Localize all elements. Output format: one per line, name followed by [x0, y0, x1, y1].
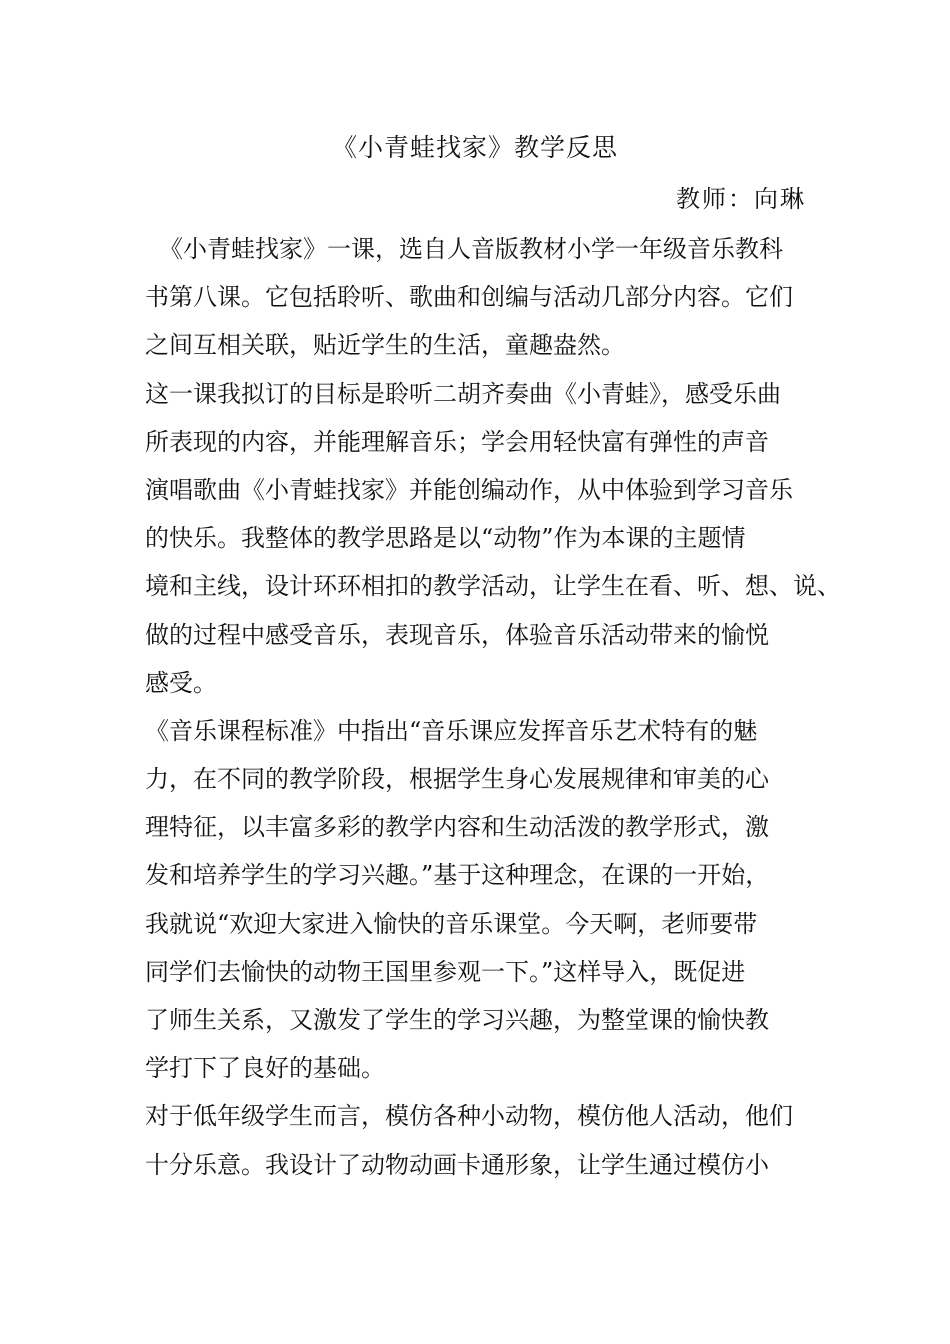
text-line: 《小青蛙找家》一课，选自人音版教材小学一年级音乐教科: [159, 235, 783, 263]
text-line: 《音乐课程标准》中指出“音乐课应发挥音乐艺术特有的魅: [145, 716, 758, 745]
text-line: 书第八课。它包括聆听、歌曲和创编与活动几部分内容。它们: [145, 283, 793, 312]
text-line: 的快乐。我整体的教学思路是以“动物”作为本课的主题情: [145, 524, 746, 553]
text-line: 发和培养学生的学习兴趣。”基于这种理念，在课的一开始，: [145, 861, 770, 890]
text-line: 学打下了良好的基础。: [145, 1054, 385, 1083]
author-line: 教师：向琳: [676, 185, 806, 213]
text-line: 力，在不同的教学阶段，根据学生身心发展规律和审美的心: [145, 765, 769, 794]
text-line: 演唱歌曲《小青蛙找家》并能创编动作，从中体验到学习音乐: [145, 475, 793, 504]
text-line: 之间互相关联，贴近学生的生活，童趣盎然。: [145, 331, 625, 360]
text-line: 同学们去愉快的动物王国里参观一下。”这样导入，既促进: [145, 957, 746, 986]
text-line: 十分乐意。我设计了动物动画卡通形象，让学生通过模仿小: [145, 1150, 769, 1179]
text-line: 做的过程中感受音乐，表现音乐，体验音乐活动带来的愉悦: [145, 620, 769, 649]
text-line: 对于低年级学生而言，模仿各种小动物，模仿他人活动，他们: [145, 1102, 793, 1131]
document-body: [145, 229, 841, 1193]
text-line: 境和主线，设计环环相扣的教学活动，让学生在看、听、想、说、: [145, 572, 841, 601]
text-line: 理特征，以丰富多彩的教学内容和生动活泼的教学形式，激: [145, 813, 769, 842]
document-title: 《小青蛙找家》教学反思: [331, 133, 618, 162]
text-line: 这一课我拟订的目标是聆听二胡齐奏曲《小青蛙》，感受乐曲: [145, 379, 781, 408]
text-line: 所表现的内容，并能理解音乐；学会用轻快富有弹性的声音: [145, 427, 769, 456]
text-line: 了师生关系，又激发了学生的学习兴趣，为整堂课的愉快教: [145, 1006, 769, 1034]
text-line: 我就说“欢迎大家进入愉快的音乐课堂。今天啊，老师要带: [145, 909, 758, 938]
text-line: 感受。: [145, 668, 217, 697]
